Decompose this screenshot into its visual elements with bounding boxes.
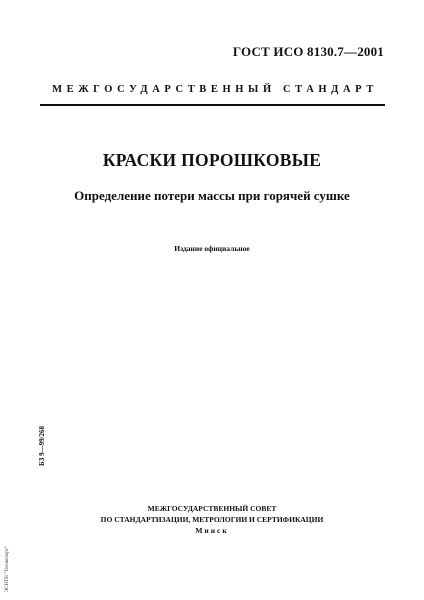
document-subtitle: Определение потери массы при горячей сушке xyxy=(74,188,350,203)
header-divider xyxy=(40,104,385,106)
publisher-line-1: МЕЖГОСУДАРСТВЕННЫЙ СОВЕТ xyxy=(147,504,277,513)
side-watermark-note: ЭСНТН "Техэксперт" xyxy=(5,546,10,592)
publisher-city: Минск xyxy=(195,526,229,535)
document-title: КРАСКИ ПОРОШКОВЫЕ xyxy=(102,150,322,170)
standard-type-heading: МЕЖГОСУДАРСТВЕННЫЙ СТАНДАРТ xyxy=(52,84,378,95)
publisher-line-2: ПО СТАНДАРТИЗАЦИИ, МЕТРОЛОГИИ И СЕРТИФИКАЦИИ xyxy=(100,515,324,524)
publisher-block xyxy=(0,503,424,536)
side-catalog-code: БЗ 9—99/268 xyxy=(38,425,46,466)
standard-designation: ГОСТ ИСО 8130.7—2001 xyxy=(232,44,384,59)
edition-label: Издание официальное xyxy=(174,244,250,253)
